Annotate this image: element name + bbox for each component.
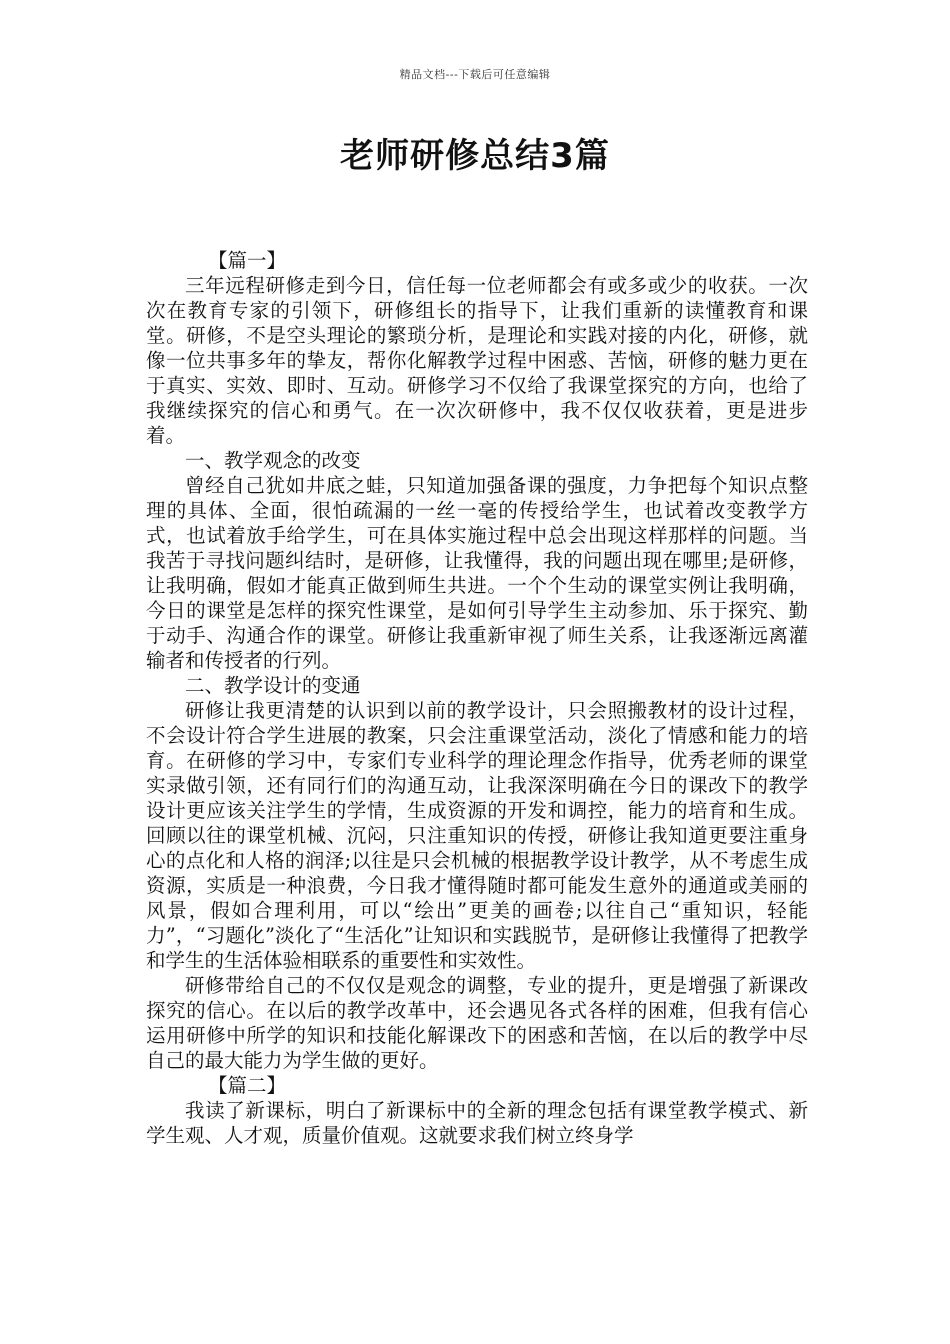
- body-paragraph: 我读了新课标，明白了新课标中的全新的理念包括有课堂教学模式、新学生观、人才观，质量价值观。这就要求我们树立终身学: [146, 1099, 808, 1147]
- subheading-2: 二、教学设计的变通: [185, 674, 361, 697]
- body-paragraph: 研修让我更清楚的认识到以前的教学设计，只会照搬教材的设计过程，不会设计符合学生进展的教案，只会注重课堂活动，淡化了情感和能力的培育。在研修的学习中，专家们专业科学的理论理念作指导，优秀老师的课堂实录做引领，还有同行们的沟通互动，让我深深明确在今日的课改下的教学设计更应该关注学生的学情，生成资源的开发和调控，能力的培育和生成。回顾以往的课堂机械、沉闷，只注重知识的传授，研修让我知道更要注重身心的点化和人格的润泽;以往是只会机械的根据教学设计教学，从不考虑生成资源，实质是一种浪费，今日我才懂得随时都可能发生意外的通道或美丽的风景，假如合理利用，可以“绘出”更美的画卷;以往自己“重知识，轻能力”，“习题化”淡化了“生活化”让知识和实践脱节，是研修让我懂得了把教学和学生的生活体验相联系的重要性和实效性。: [146, 699, 808, 972]
- body-paragraph: 三年远程研修走到今日，信任每一位老师都会有或多或少的收获。一次次在教育专家的引领下，研修组长的指导下，让我们重新的读懂教育和课堂。研修，不是空头理论的繁琐分析，是理论和实践对接的内化，研修，就像一位共事多年的挚友，帮你化解教学过程中困惑、苦恼，研修的魅力更在于真实、实效、即时、互动。研修学习不仅给了我课堂探究的方向，也给了我继续探究的信心和勇气。在一次次研修中，我不仅仅收获着，更是进步着。: [146, 274, 808, 447]
- body-paragraph: 研修带给自己的不仅仅是观念的调整，专业的提升，更是增强了新课改探究的信心。在以后的教学改革中，还会遇见各式各样的困难，但我有信心运用研修中所学的知识和技能化解课改下的困惑和苦恼，在以后的教学中尽自己的最大能力为学生做的更好。: [146, 974, 808, 1072]
- body-paragraph: 曾经自己犹如井底之蛙，只知道加强备课的强度，力争把每个知识点整理的具体、全面，很怕疏漏的一丝一毫的传授给学生，也试着改变教学方式，也试着放手给学生，可在具体实施过程中总会出现这样那样的问题。当我苦于寻找问题纠结时，是研修，让我懂得，我的问题出现在哪里;是研修，让我明确，假如才能真正做到师生共进。一个个生动的课堂实例让我明确，今日的课堂是怎样的探究性课堂，是如何引导学生主动参加、乐于探究、勤于动手、沟通合作的课堂。研修让我重新审视了师生关系，让我逐渐远离灌输者和传授者的行列。: [146, 474, 808, 672]
- section-heading-2: 【篇二】: [208, 1074, 287, 1097]
- page-header-note: 精品文档---下载后可任意编辑: [399, 68, 551, 81]
- section-heading-1: 【篇一】: [208, 249, 287, 272]
- subheading-1: 一、教学观念的改变: [185, 449, 361, 472]
- document-title: 老师研修总结3篇: [340, 136, 610, 176]
- document-body: [146, 248, 808, 1148]
